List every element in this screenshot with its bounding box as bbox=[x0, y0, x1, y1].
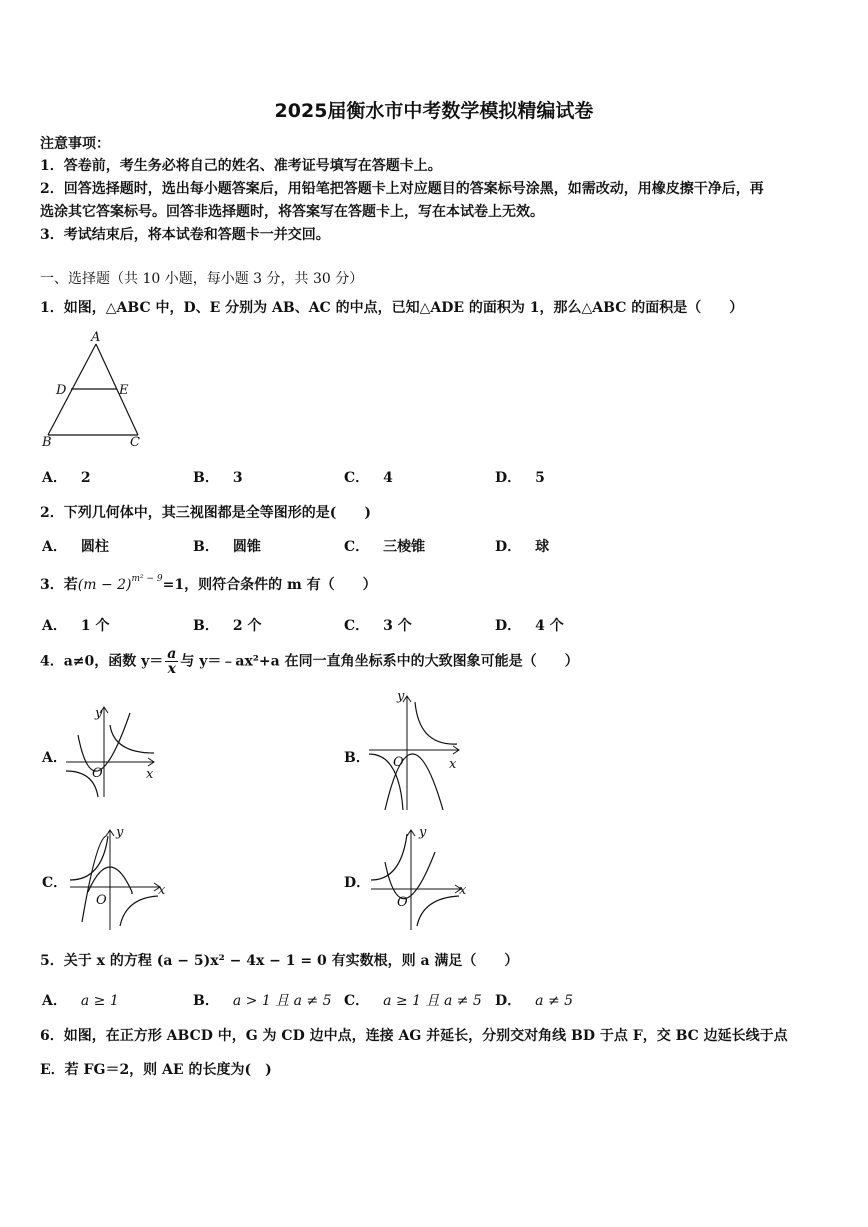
vertex-label: E bbox=[119, 383, 129, 398]
option-a[interactable]: A． 1 个 bbox=[42, 618, 110, 634]
graph-option-c[interactable] bbox=[66, 822, 176, 934]
svg-text:y: y bbox=[397, 689, 405, 704]
svg-text:O: O bbox=[397, 895, 408, 910]
option-d[interactable]: D． 5 bbox=[495, 470, 545, 486]
svg-text:y: y bbox=[116, 825, 124, 840]
svg-text:y: y bbox=[95, 706, 103, 721]
svg-text:O: O bbox=[96, 893, 107, 908]
question-2-stem: 2．下列几何体中，其三视图都是全等图形的是( ) bbox=[40, 505, 371, 521]
svg-text:x: x bbox=[146, 767, 154, 782]
graph-option-c-label[interactable]: C． bbox=[42, 875, 68, 891]
question-6-stem-cont: E．若 FG＝2，则 AE 的长度为( ) bbox=[40, 1062, 272, 1078]
option-a[interactable]: A． a ≥ 1 bbox=[42, 993, 119, 1009]
vertex-label: B bbox=[42, 435, 52, 450]
option-a[interactable]: A． 圆柱 bbox=[42, 539, 109, 555]
question-4-stem: 4．a≠0，函数 y＝ $\frac{a}{x}$ 与 y＝﹣ax²+a 在同一直角坐标系中的大致图象可能是（ ） bbox=[40, 646, 579, 677]
option-c[interactable]: C． 3 个 bbox=[344, 618, 412, 634]
option-c[interactable]: C． 三棱锥 bbox=[344, 539, 426, 555]
question-3-stem: 3．若$(m - 2)^{m^2 - 9}=1$，则符合条件的 m 有（ ） bbox=[40, 574, 377, 593]
triangle-figure bbox=[38, 328, 148, 452]
graph-option-b[interactable] bbox=[365, 688, 475, 813]
page-title: 2025届衡水市中考数学模拟精编试卷 bbox=[274, 100, 594, 122]
svg-text:O: O bbox=[393, 755, 404, 770]
option-b[interactable]: B． 圆锥 bbox=[193, 539, 261, 555]
option-d[interactable]: D． 4 个 bbox=[495, 618, 564, 634]
option-d[interactable]: D． 球 bbox=[495, 539, 550, 555]
option-d[interactable]: D． a ≠ 5 bbox=[495, 993, 574, 1009]
section-heading: 一、选择题（共 10 小题，每小题 3 分，共 30 分） bbox=[40, 271, 364, 287]
vertex-label: D bbox=[56, 383, 67, 398]
notice-item: 选涂其它答案标号。回答非选择题时，将答案写在答题卡上，写在本试卷上无效。 bbox=[40, 204, 544, 220]
graph-option-b-label[interactable]: B． bbox=[344, 750, 370, 766]
svg-text:x: x bbox=[449, 757, 457, 772]
question-5-stem: 5．关于 x 的方程 (a − 5)x² − 4x − 1 = 0 有实数根，则 a 满足（ ） bbox=[40, 953, 519, 969]
option-b[interactable]: B． 2 个 bbox=[193, 618, 262, 634]
question-1-stem: 1．如图，△ABC 中，D、E 分别为 AB、AC 的中点，已知△ADE 的面积为 1，那么△ABC 的面积是（ ） bbox=[40, 300, 744, 316]
graph-option-a-label[interactable]: A． bbox=[42, 750, 67, 766]
option-b[interactable]: B． 3 bbox=[193, 470, 243, 486]
vertex-label: A bbox=[91, 330, 101, 345]
option-c[interactable]: C． a ≥ 1 且 a ≠ 5 bbox=[344, 993, 482, 1009]
option-c[interactable]: C． 4 bbox=[344, 470, 393, 486]
option-a[interactable]: A． 2 bbox=[42, 470, 91, 486]
notice-heading: 注意事项： bbox=[40, 136, 110, 152]
notice-item: 2．回答选择题时，选出每小题答案后，用铅笔把答题卡上对应题目的答案标号涂黑，如需改动，用橡皮擦干净后，再 bbox=[40, 181, 764, 197]
vertex-label: C bbox=[130, 435, 140, 450]
fraction: $\frac{a}{x}$ bbox=[167, 646, 177, 677]
svg-text:y: y bbox=[419, 825, 427, 840]
svg-text:x: x bbox=[459, 883, 467, 898]
svg-text:O: O bbox=[92, 766, 103, 781]
notice-item: 3．考试结束后，将本试卷和答题卡一并交回。 bbox=[40, 227, 330, 243]
question-6-stem: 6．如图，在正方形 ABCD 中，G 为 CD 边中点，连接 AG 并延长，分别交对角线 BD 于点 F，交 BC 边延长线于点 bbox=[40, 1028, 788, 1044]
notice-item: 1．答卷前，考生务必将自己的姓名、准考证号填写在答题卡上。 bbox=[40, 158, 442, 174]
graph-option-d-label[interactable]: D． bbox=[344, 875, 371, 891]
graph-option-d[interactable] bbox=[367, 822, 477, 934]
graph-option-a[interactable] bbox=[62, 695, 172, 805]
option-b[interactable]: B． a > 1 且 a ≠ 5 bbox=[193, 993, 332, 1009]
svg-text:x: x bbox=[158, 883, 166, 898]
